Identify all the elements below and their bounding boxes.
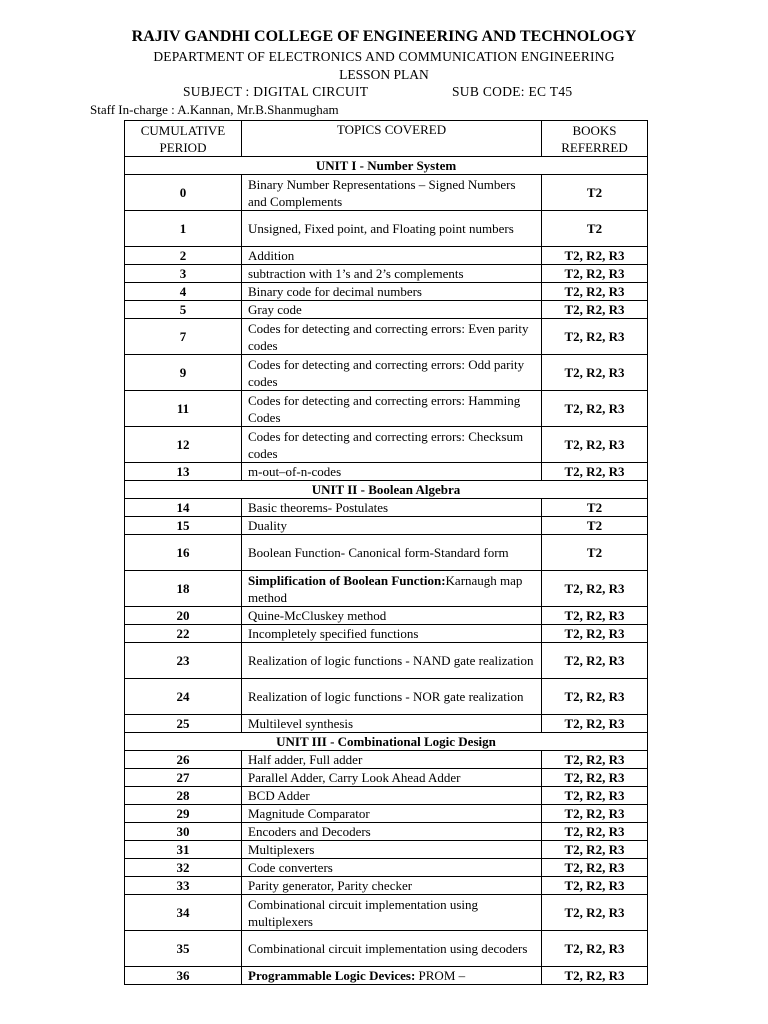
table-row: 12 Codes for detecting and correcting errors: Checksum codes T2, R2, R3: [125, 427, 648, 463]
table-row: 9 Codes for detecting and correcting errors: Odd parity codes T2, R2, R3: [125, 355, 648, 391]
table-row: 32 Code converters T2, R2, R3: [125, 859, 648, 877]
table-row: 34 Combinational circuit implementation using multiplexers T2, R2, R3: [125, 895, 648, 931]
table-row: 26 Half adder, Full adder T2, R2, R3: [125, 751, 648, 769]
col-header-period: CUMULATIVE PERIOD: [125, 121, 242, 157]
table-row: 35 Combinational circuit implementation using decoders T2, R2, R3: [125, 931, 648, 967]
table-row: 18 Simplification of Boolean Function:Karnaugh map method T2, R2, R3: [125, 571, 648, 607]
table-header-row: [125, 121, 648, 157]
col-header-books: BOOKS REFERRED: [542, 121, 648, 157]
unit-heading: UNIT II - Boolean Algebra: [125, 481, 648, 499]
table-row: 29 Magnitude Comparator T2, R2, R3: [125, 805, 648, 823]
table-row: 11 Codes for detecting and correcting errors: Hamming Codes T2, R2, R3: [125, 391, 648, 427]
staff-in-charge: Staff In-charge : A.Kannan, Mr.B.Shanmugham: [90, 102, 339, 117]
table-row: 5 Gray code T2, R2, R3: [125, 301, 648, 319]
table-row: 7 Codes for detecting and correcting errors: Even parity codes T2, R2, R3: [125, 319, 648, 355]
table-row: 30 Encoders and Decoders T2, R2, R3: [125, 823, 648, 841]
table-row: 4 Binary code for decimal numbers T2, R2, R3: [125, 283, 648, 301]
unit-heading: UNIT I - Number System: [125, 157, 648, 175]
college-title: RAJIV GANDHI COLLEGE OF ENGINEERING AND TECHNOLOGY: [131, 28, 637, 45]
table-row: 31 Multiplexers T2, R2, R3: [125, 841, 648, 859]
table-row: 25 Multilevel synthesis T2, R2, R3: [125, 715, 648, 733]
department-title: DEPARTMENT OF ELECTRONICS AND COMMUNICATION ENGINEERING: [153, 49, 615, 64]
lesson-plan-table: [124, 120, 648, 985]
document-type: LESSON PLAN: [339, 67, 429, 82]
table-row: 3 subtraction with 1’s and 2’s complements T2, R2, R3: [125, 265, 648, 283]
table-row: 14 Basic theorems- Postulates T2: [125, 499, 648, 517]
table-row: 22 Incompletely specified functions T2, R2, R3: [125, 625, 648, 643]
sub-code-label: SUB CODE: EC T45: [452, 84, 573, 99]
table-row: 28 BCD Adder T2, R2, R3: [125, 787, 648, 805]
unit-heading: UNIT III - Combinational Logic Design: [125, 733, 648, 751]
table-row: 15 Duality T2: [125, 517, 648, 535]
table-row: 1 Unsigned, Fixed point, and Floating point numbers T2: [125, 211, 648, 247]
table-row: 20 Quine-McCluskey method T2, R2, R3: [125, 607, 648, 625]
table-row: 2 Addition T2, R2, R3: [125, 247, 648, 265]
table-row: 0 Binary Number Representations – Signed Numbers and Complements T2: [125, 175, 648, 211]
table-row: 24 Realization of logic functions - NOR gate realization T2, R2, R3: [125, 679, 648, 715]
table-row: 16 Boolean Function- Canonical form-Standard form T2: [125, 535, 648, 571]
table-row: 33 Parity generator, Parity checker T2, R2, R3: [125, 877, 648, 895]
table-row: 36 Programmable Logic Devices: PROM – T2, R2, R3: [125, 967, 648, 985]
subject-label: SUBJECT : DIGITAL CIRCUIT: [183, 84, 369, 99]
col-header-topics: TOPICS COVERED: [242, 121, 542, 157]
table-row: 23 Realization of logic functions - NAND gate realization T2, R2, R3: [125, 643, 648, 679]
table-row: 13 m-out–of-n-codes T2, R2, R3: [125, 463, 648, 481]
table-row: 27 Parallel Adder, Carry Look Ahead Adder T2, R2, R3: [125, 769, 648, 787]
